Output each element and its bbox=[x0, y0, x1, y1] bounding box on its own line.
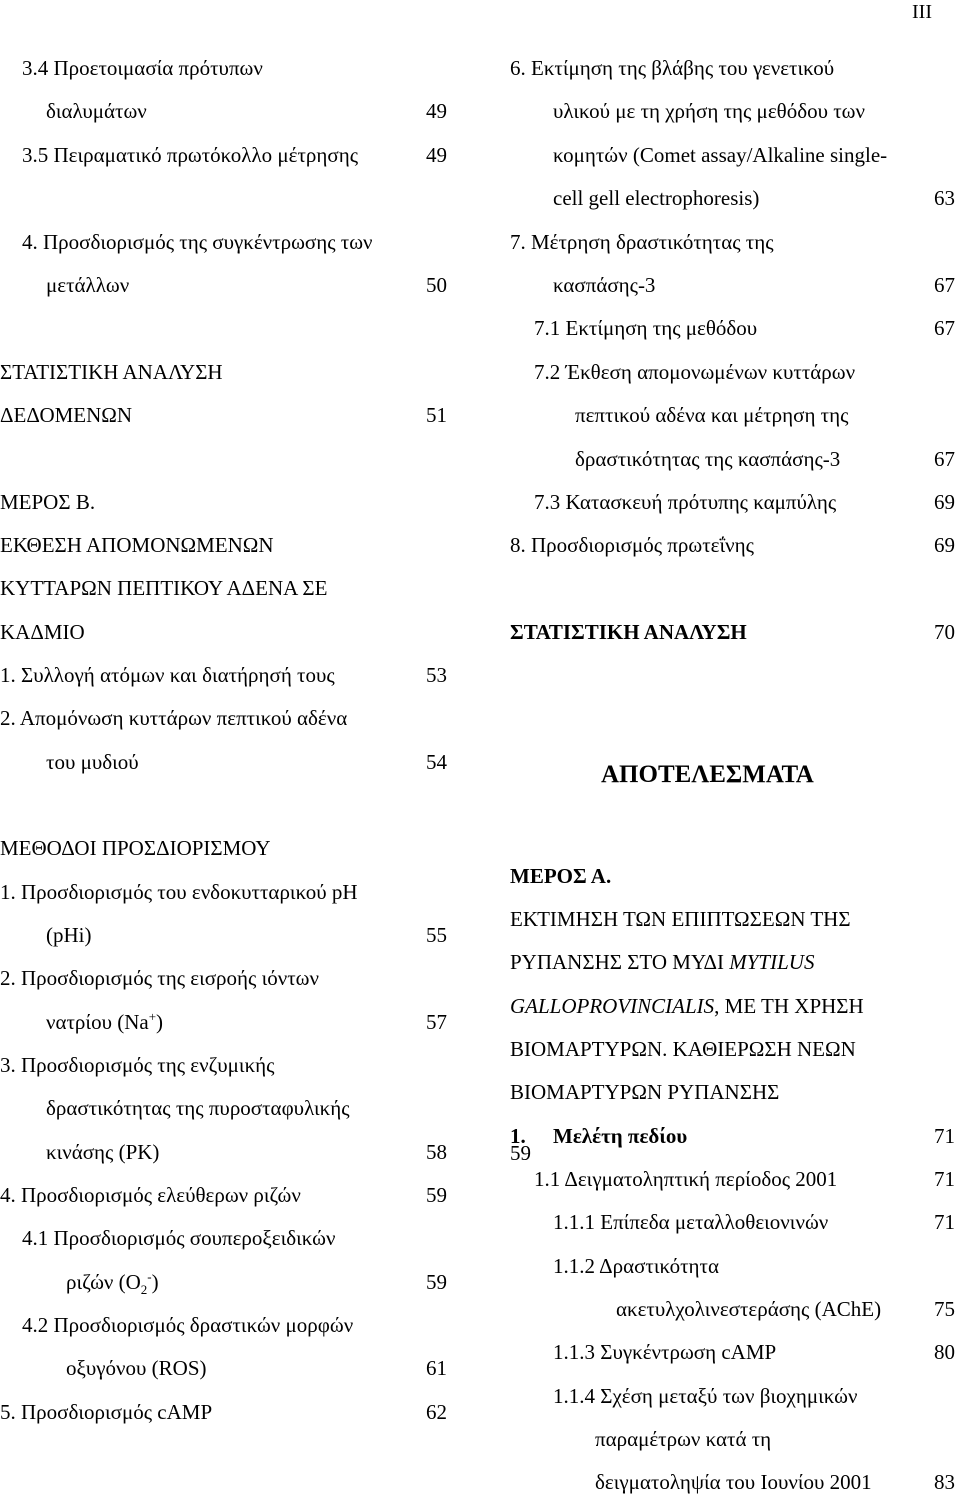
page-ref: 49 bbox=[426, 99, 447, 123]
toc-entry-7-2: 7.2 Έκθεση απομονωμένων κυττάρων bbox=[534, 360, 856, 384]
toc-entry-method-5: 5. Προσδιορισμός cAMP bbox=[0, 1400, 213, 1424]
toc-heading-estimation-cont: ΡΥΠΑΝΣΗΣ ΣΤΟ ΜΥΔΙ MYTILUS bbox=[510, 950, 815, 974]
toc-entry-1-1-4-cont2: δειγματοληψία του Ιουνίου 2001 bbox=[595, 1470, 872, 1494]
page-ref: 69 bbox=[934, 533, 955, 557]
toc-entry-1-1-3: 1.1.3 Συγκέντρωση cAMP bbox=[553, 1340, 777, 1364]
page-ref: 70 bbox=[934, 620, 955, 644]
page-ref: 54 bbox=[426, 750, 447, 774]
toc-heading-estimation-cont3: ΒΙΟΜΑΡΤΥΡΩΝ. ΚΑΘΙΕΡΩΣΗ ΝΕΩΝ bbox=[510, 1037, 856, 1061]
toc-heading-exposure-cont2: ΚΑΔΜΙΟ bbox=[0, 620, 85, 644]
toc-entry-method-4-2-cont: οξυγόνου (ROS) bbox=[66, 1356, 207, 1380]
toc-entry-7-2-cont: πεπτικού αδένα και μέτρηση της bbox=[575, 403, 849, 427]
toc-entry-1-1-4: 1.1.4 Σχέση μεταξύ των βιοχημικών bbox=[553, 1384, 858, 1408]
toc-heading-estimation-cont4: ΒΙΟΜΑΡΤΥΡΩΝ ΡΥΠΑΝΣΗΣ bbox=[510, 1080, 780, 1104]
toc-entry-field: Μελέτη πεδίου bbox=[553, 1124, 688, 1148]
toc-entry-1-1-2: 1.1.2 Δραστικότητα bbox=[553, 1254, 719, 1278]
toc-entry-isolation: 2. Απομόνωση κυττάρων πεπτικού αδένα bbox=[0, 706, 348, 730]
toc-entry-4-cont: μετάλλων bbox=[46, 273, 130, 297]
toc-entry-7-cont: κασπάσης-3 bbox=[553, 273, 656, 297]
toc-entry-3-4: 3.4 Προετοιμασία πρότυπων bbox=[22, 56, 263, 80]
toc-heading-estimation-cont2: GALLOPROVINCIALIS, ΜΕ ΤΗ ΧΡΗΣΗ bbox=[510, 994, 864, 1018]
toc-entry-4: 4. Προσδιορισμός της συγκέντρωσης των bbox=[22, 230, 373, 254]
toc-entry-method-4: 4. Προσδιορισμός ελεύθερων ριζών bbox=[0, 1183, 301, 1207]
toc-entry-method-3: 3. Προσδιορισμός της ενζυμικής bbox=[0, 1053, 275, 1077]
toc-entry-7: 7. Μέτρηση δραστικότητας της bbox=[510, 230, 774, 254]
page-ref: 59 bbox=[426, 1183, 447, 1207]
toc-entry-1-1-1: 1.1.1 Επίπεδα μεταλλοθειονινών bbox=[553, 1210, 829, 1234]
page-ref: 49 bbox=[426, 143, 447, 167]
toc-entry-6: 6. Εκτίμηση της βλάβης του γενετικού bbox=[510, 56, 835, 80]
page-ref: 67 bbox=[934, 273, 955, 297]
page-ref: 51 bbox=[426, 403, 447, 427]
page-ref: 53 bbox=[426, 663, 447, 687]
toc-entry-method-1-cont: (pHi) bbox=[46, 923, 92, 947]
toc-entry-3-5: 3.5 Πειραματικό πρωτόκολλο μέτρησης bbox=[22, 143, 359, 167]
stray-page-ref: 59 bbox=[510, 1141, 531, 1165]
toc-entry-method-4-2: 4.2 Προσδιορισμός δραστικών μορφών bbox=[22, 1313, 354, 1337]
toc-entry-method-2: 2. Προσδιορισμός της εισροής ιόντων bbox=[0, 966, 319, 990]
toc-entry-collection: 1. Συλλογή ατόμων και διατήρησή τους bbox=[0, 663, 335, 687]
toc-entry-6-cont3: cell gell electrophoresis) bbox=[553, 186, 760, 210]
page-ref: 58 bbox=[426, 1140, 447, 1164]
toc-entry-method-1: 1. Προσδιορισμός του ενδοκυτταρικού pH bbox=[0, 880, 358, 904]
page-ref: 71 bbox=[934, 1124, 955, 1148]
page-ref: 61 bbox=[426, 1356, 447, 1380]
toc-heading-results: ΑΠΟΤΕΛΕΣΜΑΤΑ bbox=[601, 761, 814, 788]
toc-entry-3-4-cont: διαλυμάτων bbox=[46, 99, 147, 123]
page-ref: 71 bbox=[934, 1210, 955, 1234]
toc-entry-method-3-cont2: κινάσης (PK) bbox=[46, 1140, 160, 1164]
toc-heading-statistics: ΣΤΑΤΙΣΤΙΚΗ ΑΝΑΛΥΣΗ bbox=[0, 360, 223, 384]
toc-entry-7-2-cont2: δραστικότητας της κασπάσης-3 bbox=[575, 447, 841, 471]
toc-entry-7-1: 7.1 Εκτίμηση της μεθόδου bbox=[534, 316, 758, 340]
page-ref: 63 bbox=[934, 186, 955, 210]
page-ref: 75 bbox=[934, 1297, 955, 1321]
page-ref: 71 bbox=[934, 1167, 955, 1191]
toc-heading-estimation: ΕΚΤΙΜΗΣΗ ΤΩΝ ΕΠΙΠΤΩΣΕΩΝ ΤΗΣ bbox=[510, 907, 851, 931]
page-ref: 80 bbox=[934, 1340, 955, 1364]
toc-entry-method-4-1: 4.1 Προσδιορισμός σουπεροξειδικών bbox=[22, 1226, 336, 1250]
toc-entry-field-number: 1. bbox=[510, 1124, 526, 1148]
toc-heading-part-a: ΜΕΡΟΣ Α. bbox=[510, 864, 612, 888]
page-ref: 83 bbox=[934, 1470, 955, 1494]
toc-entry-isolation-cont: του μυδιού bbox=[46, 750, 139, 774]
toc-entry-7-3: 7.3 Κατασκευή πρότυπης καμπύλης bbox=[534, 490, 837, 514]
toc-heading-exposure-cont: ΚΥΤΤΑΡΩΝ ΠΕΠΤΙΚΟΥ ΑΔΕΝΑ ΣΕ bbox=[0, 576, 328, 600]
toc-entry-8: 8. Προσδιορισμός πρωτεΐνης bbox=[510, 533, 754, 557]
page-number: III bbox=[912, 1, 932, 23]
page-ref: 59 bbox=[426, 1270, 447, 1294]
toc-entry-method-3-cont: δραστικότητας της πυροσταφυλικής bbox=[46, 1096, 350, 1120]
page-ref: 69 bbox=[934, 490, 955, 514]
page-ref: 62 bbox=[426, 1400, 447, 1424]
toc-heading-methods: ΜΕΘΟΔΟΙ ΠΡΟΣΔΙΟΡΙΣΜΟΥ bbox=[0, 836, 271, 860]
toc-heading-statistics-cont: ΔΕΔΟΜΕΝΩΝ bbox=[0, 403, 133, 427]
page-ref: 55 bbox=[426, 923, 447, 947]
toc-heading-statistics-2: ΣΤΑΤΙΣΤΙΚΗ ΑΝΑΛΥΣΗ bbox=[510, 620, 747, 644]
toc-entry-1-1-4-cont: παραμέτρων κατά τη bbox=[595, 1427, 772, 1451]
toc-entry-1-1: 1.1 Δειγματοληπτική περίοδος 2001 bbox=[534, 1167, 838, 1191]
toc-entry-method-2-cont: νατρίου (Na+) bbox=[46, 1009, 164, 1034]
toc-entry-6-cont: υλικού με τη χρήση της μεθόδου των bbox=[553, 99, 865, 123]
page-ref: 57 bbox=[426, 1010, 447, 1034]
toc-heading-exposure: ΕΚΘΕΣΗ ΑΠΟΜΟΝΩΜΕΝΩΝ bbox=[0, 533, 274, 557]
toc-entry-6-cont2: κομητών (Comet assay/Alkaline single- bbox=[553, 143, 888, 167]
toc-heading-part-b: ΜΕΡΟΣ Β. bbox=[0, 490, 96, 514]
page-ref: 50 bbox=[426, 273, 447, 297]
toc-entry-method-4-1-cont: ριζών $(O_2^-)$ bbox=[66, 1269, 159, 1298]
page-ref: 67 bbox=[934, 316, 955, 340]
page-ref: 67 bbox=[934, 447, 955, 471]
toc-entry-1-1-2-cont: ακετυλχολινεστεράσης (AChE) bbox=[616, 1297, 882, 1321]
